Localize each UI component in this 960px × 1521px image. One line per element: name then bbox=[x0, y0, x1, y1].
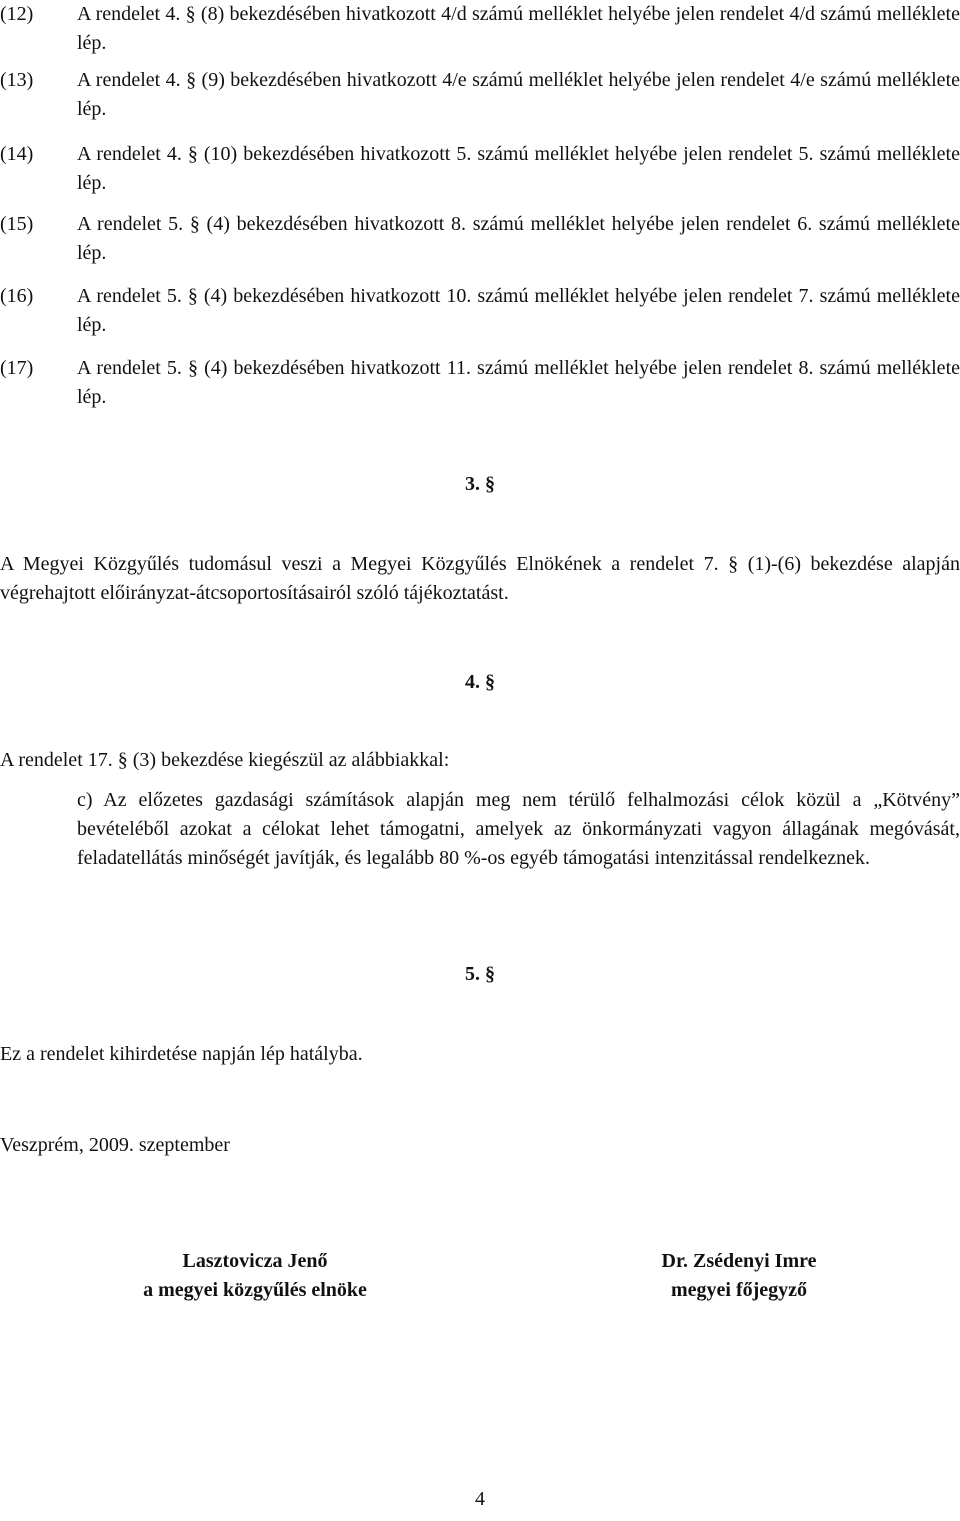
item-text: A rendelet 5. § (4) bekezdésében hivatkozott 10. számú melléklet helyébe jelen rendelet 7. számú melléklete lép. bbox=[77, 285, 960, 336]
list-item bbox=[0, 0, 960, 58]
item-number: (17) bbox=[0, 357, 34, 379]
section-4-intro: A rendelet 17. § (3) bekezdése kiegészül az alábbiakkal: bbox=[0, 749, 450, 771]
item-number: (13) bbox=[0, 69, 34, 91]
section-4-heading: 4. § bbox=[465, 671, 495, 693]
item-number: (16) bbox=[0, 285, 34, 307]
item-number: (14) bbox=[0, 143, 34, 165]
page-number: 4 bbox=[475, 1488, 485, 1510]
signatory-title: megyei főjegyző bbox=[670, 1279, 808, 1301]
signatory-name: Lasztovicza Jenő bbox=[182, 1250, 328, 1272]
list-item bbox=[0, 282, 960, 340]
signature-block-notary bbox=[579, 1247, 899, 1305]
section-3-text: A Megyei Közgyűlés tudomásul veszi a Megyei Közgyűlés Elnökének a rendelet 7. § (1)-(6) bekezdése alapján végrehajtott előirányzat-átcsoportosításairól szóló tájékoztatást. bbox=[0, 553, 960, 604]
section-3-heading: 3. § bbox=[465, 473, 495, 495]
section-5-heading: 5. § bbox=[465, 963, 495, 985]
signatory-title: a megyei közgyűlés elnöke bbox=[143, 1279, 367, 1301]
list-item bbox=[0, 66, 960, 124]
item-text: A rendelet 5. § (4) bekezdésében hivatkozott 8. számú melléklet helyébe jelen rendelet 6. számú melléklete lép. bbox=[77, 213, 960, 264]
signatory-name: Dr. Zsédenyi Imre bbox=[661, 1250, 817, 1272]
section-5-text: Ez a rendelet kihirdetése napján lép hatályba. bbox=[0, 1043, 363, 1065]
item-text: A rendelet 4. § (10) bekezdésében hivatkozott 5. számú melléklet helyébe jelen rendelet 5. számú melléklete lép. bbox=[77, 143, 960, 194]
signature-block-chair bbox=[95, 1247, 415, 1305]
list-item bbox=[0, 140, 960, 198]
section-4-text: c) Az előzetes gazdasági számítások alapján meg nem térülő felhalmozási célok közül a „Kötvény” bevételéből azokat a célokat lehet támogatni, amelyek az önkormányzati vagyon állagának megóvását, feladatellátás minőségét javítják, és legalább 80 %-os egyéb támogatási intenzitással rendelkeznek. bbox=[77, 789, 960, 869]
item-number: (12) bbox=[0, 3, 34, 25]
list-item bbox=[0, 210, 960, 268]
item-number: (15) bbox=[0, 213, 34, 235]
list-item bbox=[0, 354, 960, 412]
item-text: A rendelet 5. § (4) bekezdésében hivatkozott 11. számú melléklet helyébe jelen rendelet 8. számú melléklete lép. bbox=[77, 357, 960, 408]
item-text: A rendelet 4. § (9) bekezdésében hivatkozott 4/e számú melléklet helyébe jelen rendelet 4/e számú melléklete lép. bbox=[77, 69, 960, 120]
place-date: Veszprém, 2009. szeptember bbox=[0, 1134, 230, 1156]
item-text: A rendelet 4. § (8) bekezdésében hivatkozott 4/d számú melléklet helyébe jelen rendelet 4/d számú melléklete lép. bbox=[77, 3, 960, 54]
